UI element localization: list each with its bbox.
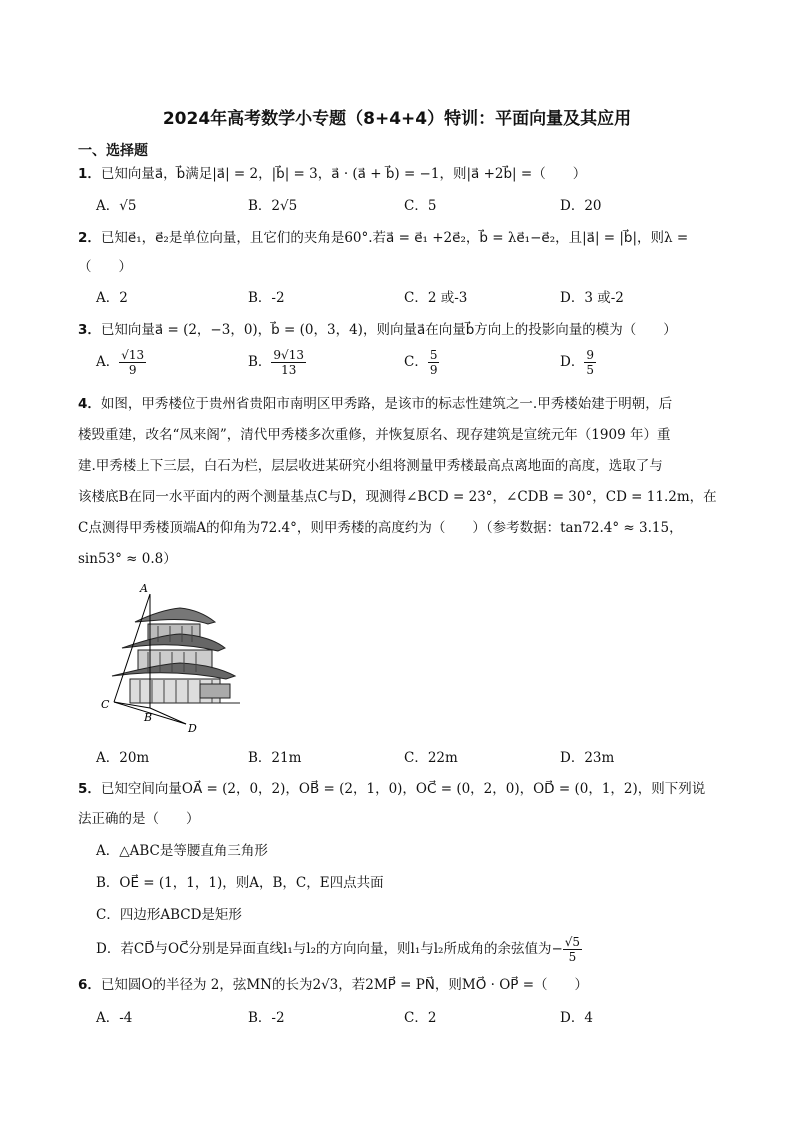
q4-option-a: A．20m (96, 750, 150, 766)
numerator: √5 (564, 935, 581, 949)
q3-option-b (248, 348, 306, 377)
option-label: A． (96, 354, 120, 370)
q2-option-d: D．3 或-2 (560, 290, 624, 306)
q6-option-d: D．4 (560, 1010, 593, 1026)
question-number: 3． (78, 322, 101, 338)
denominator: 5 (568, 950, 577, 964)
q3-option-d (560, 348, 596, 377)
q4-option-c: C．22m (404, 750, 458, 766)
question-line-1: 如图，甲秀楼位于贵州省贵阳市南明区甲秀路，是该市的标志性建筑之一.甲秀楼始建于明朝，后 (100, 396, 673, 412)
question-line-2: 法正确的是（ ） (78, 811, 200, 827)
denominator: 9 (128, 363, 137, 377)
numerator: 5 (429, 348, 438, 362)
point-label-d: D (188, 722, 197, 735)
question-5 (78, 779, 728, 799)
q1-option-a: A．√5 (96, 198, 137, 214)
question-number: 6． (78, 977, 101, 993)
question-number: 1． (78, 166, 101, 182)
q3-option-c (404, 348, 439, 377)
roof-top (135, 608, 215, 624)
q2-option-c: C．2 或-3 (404, 290, 468, 306)
q6-option-b: B．-2 (248, 1010, 285, 1026)
question-stem: 已知圆O的半径为 2，弦MN的长为2√3，若2MP⃗ = PN⃗，则MO⃗ · OP⃗ =（ ） (100, 977, 589, 993)
q5-option-a: A．△ABC是等腰直角三角形 (96, 843, 268, 859)
question-line-1: 已知空间向量OA⃗ = (2，0，2)，OB⃗ = (2，1，0)，OC⃗ = (0，2，0)，OD⃗ = (0，1，2)，则下列说 (100, 781, 706, 797)
numerator: √13 (121, 348, 145, 362)
fraction (563, 935, 582, 964)
q1-option-c: C．5 (404, 198, 437, 214)
question-6 (78, 975, 728, 995)
denominator: 5 (586, 363, 594, 377)
q1-option-b: B．2√5 (248, 198, 298, 214)
q6-option-c: C．2 (404, 1010, 437, 1026)
q6-option-a: A．-4 (96, 1010, 133, 1026)
option-text: D．若CD⃗与OC⃗分别是异面直线l₁与l₂的方向向量，则l₁与l₂所成角的余弦值为− (96, 941, 563, 957)
question-stem: 已知向量a⃗ = (2，−3，0)，b⃗ = (0，3，4)，则向量a⃗在向量b⃗方向上的投影向量的模为（ ） (100, 322, 677, 338)
question-line-6: sin53° ≈ 0.8） (78, 551, 177, 567)
q5-option-d (96, 935, 582, 964)
question-1 (78, 164, 728, 184)
q1-option-d: D．20 (560, 198, 602, 214)
roof-middle (122, 634, 225, 651)
q4-option-d: D．23m (560, 750, 615, 766)
point-label-a: A (140, 582, 148, 595)
question-stem-line-1: 已知e⃗₁，e⃗₂是单位向量，且它们的夹角是60°.若a⃗ = e⃗₁ +2e⃗₂，b⃗ = λe⃗₁−e⃗₂，且|a⃗| = |b⃗|，则λ = (100, 230, 689, 246)
q5-option-b: B．OE⃗ = (1，1，1)，则A，B，C，E四点共面 (96, 875, 384, 891)
fraction (584, 348, 596, 377)
point-label-c: C (101, 698, 110, 711)
roof-lower (112, 663, 235, 679)
pavilion-figure (100, 580, 245, 735)
section-heading: 一、选择题 (78, 143, 148, 159)
question-stem-line-2: （ ） (78, 259, 132, 275)
question-stem: 已知向量a⃗，b⃗满足|a⃗| = 2，|b⃗| = 3，a⃗ · (a⃗ + b⃗) = −1，则|a⃗ +2b⃗| =（ ） (100, 166, 587, 182)
question-4 (78, 394, 728, 414)
question-number: 4． (78, 396, 101, 412)
fraction (271, 348, 306, 377)
q5-option-c: C．四边形ABCD是矩形 (96, 907, 242, 923)
q2-option-a: A．2 (96, 290, 128, 306)
numerator: 9√13 (273, 348, 304, 362)
q4-option-b: B．21m (248, 750, 302, 766)
question-line-3: 建.甲秀楼上下三层，白石为栏，层层收进某研究小组将测量甲秀楼最高点离地面的高度，选取了与 (78, 458, 663, 474)
option-label: C． (404, 354, 428, 370)
option-label: B． (248, 354, 272, 370)
fraction (119, 348, 146, 377)
denominator: 13 (281, 363, 297, 377)
denominator: 9 (429, 363, 438, 377)
question-3 (78, 320, 728, 340)
question-line-4: 该楼底B在同一水平面内的两个测量基点C与D，现测得∠BCD = 23°，∠CDB = 30°，CD = 11.2m，在 (78, 489, 717, 505)
page-title: 2024年高考数学小专题（8+4+4）特训：平面向量及其应用 (162, 109, 632, 129)
question-number: 2． (78, 230, 101, 246)
question-2 (78, 228, 728, 248)
question-number: 5． (78, 781, 101, 797)
option-label: D． (560, 354, 585, 370)
point-label-b: B (144, 711, 153, 724)
numerator: 9 (586, 348, 594, 362)
question-line-5: C点测得甲秀楼顶端A的仰角为72.4°，则甲秀楼的高度约为（ ）（参考数据：tan72.4° ≈ 3.15， (78, 520, 683, 536)
q2-option-b: B．-2 (248, 290, 285, 306)
question-line-2: 楼毁重建，改名“凤来阁”，清代甲秀楼多次重修，并恢复原名、现存建筑是宣统元年（1909 年）重 (78, 427, 671, 443)
fraction (428, 348, 440, 377)
q3-option-a (96, 348, 146, 377)
